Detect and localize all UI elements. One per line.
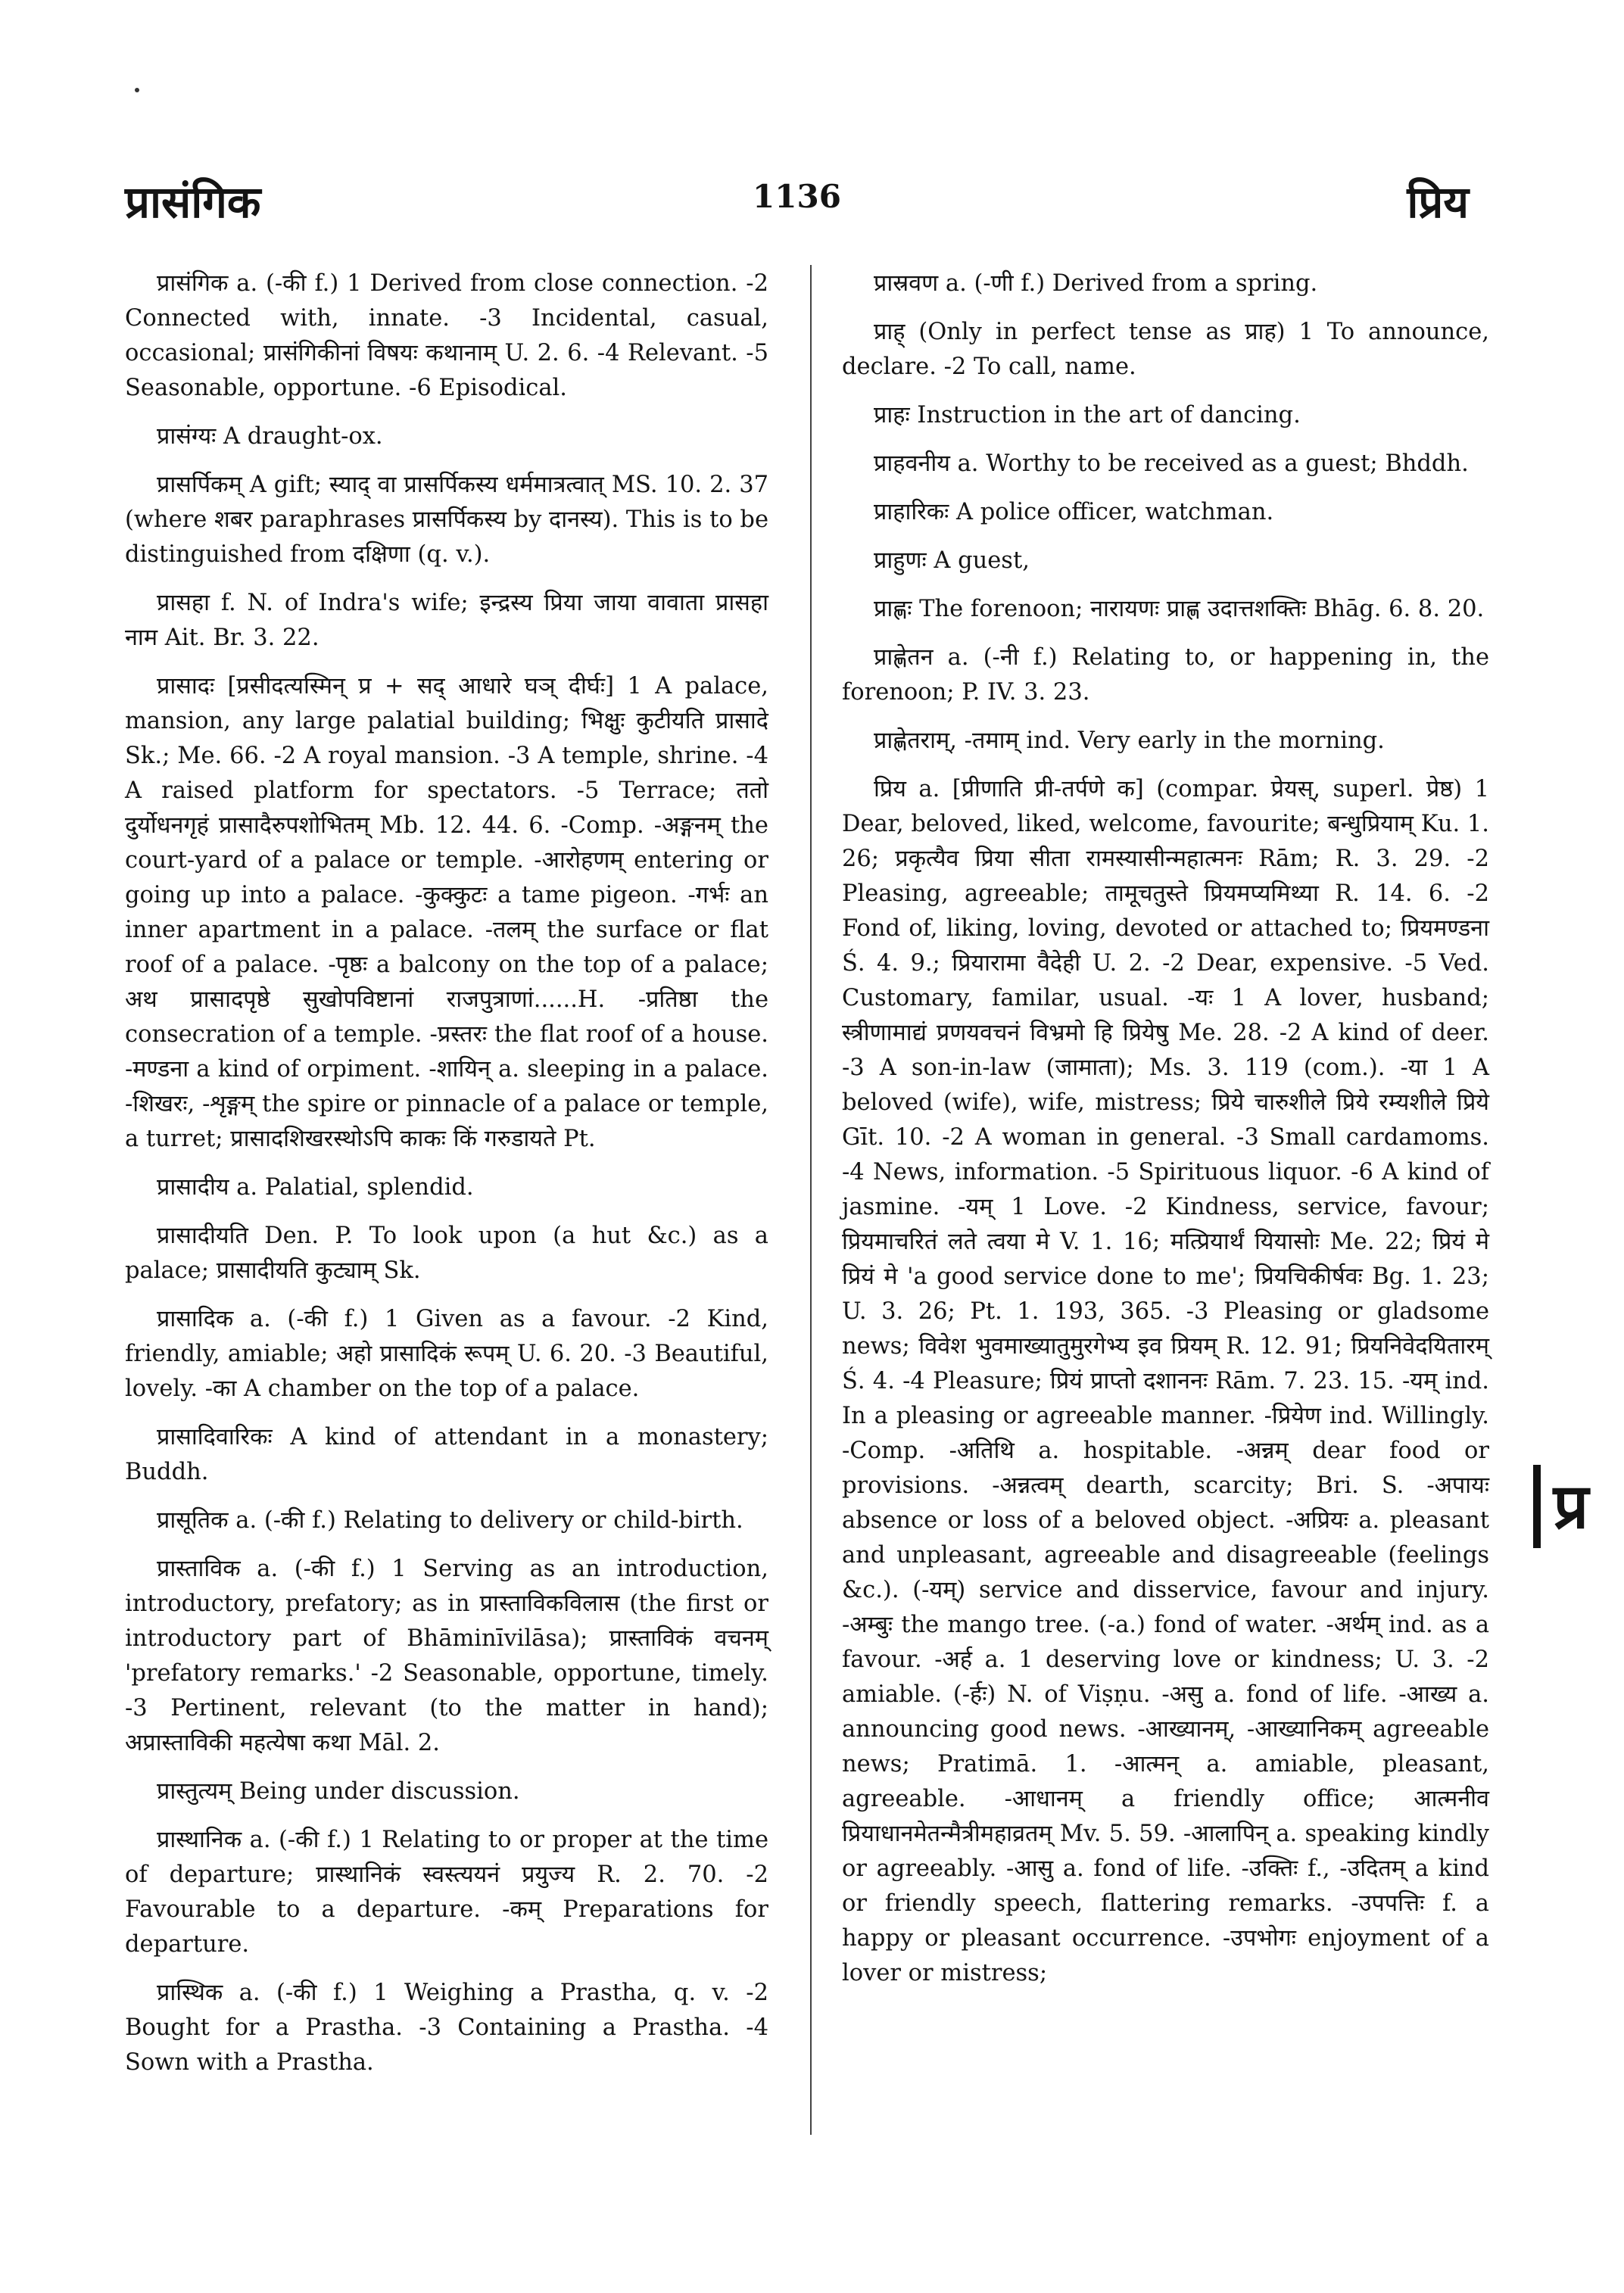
entry: प्रास्तुत्यम् Being under discussion. [157,1778,520,1805]
entry: प्रासादीय a. Palatial, splendid. [157,1174,474,1201]
running-header [125,170,1469,231]
entry: प्रास्थानिक a. (-की f.) 1 Relating to or proper at the time of departure; प्रास्थानिकं स्वस्त्ययनं प्रयुज्य R. 2. 70. -2 Favourable to a departure. -कम् Preparations for departure. [125,1827,768,1958]
entry: प्रासंग्यः A draught-ox. [157,423,383,450]
entry: प्रासंगिक a. (-की f.) 1 Derived from close connection. -2 Connected with, innate. -3 Incidental, casual, occasional; प्रासंगिकीनां विषयः कथानाम् U. 2. 6. -4 Relevant. -5 Seasonable, opportune. -6 Episodical. [125,270,768,401]
entry: प्रास्रवण a. (-णी f.) Derived from a spring. [874,270,1318,297]
entry: प्राह्णेतराम्, -तमाम् ind. Very early in the morning. [874,727,1385,754]
entry: प्राहुणः A guest, [874,547,1030,574]
page-number: 1136 [753,178,841,215]
column-divider [810,265,812,2135]
entry: प्राह्णेतन a. (-नी f.) Relating to, or happening in, the forenoon; P. IV. 3. 23. [842,644,1489,706]
right-guide-word: प्रिय [1407,176,1469,228]
entry: प्रासादः [प्रसीदत्यस्मिन् प्र + सद् आधारे घञ् दीर्घः] 1 A palace, mansion, any large palatial building; भिक्षुः कुटीयति प्रासादे Sk.; Me. 66. -2 A royal mansion. -3 A temple, shrine. -4 A raised platform for spectators. -5 Terrace; ततो दुर्योधनगृहं प्रासादैरुपशोभितम् Mb. 12. 44. 6. -Comp. -अङ्गनम् the court-yard of a palace or temple. -आरोहणम् entering or going up into a palace. -कुक्कुटः a tame pigeon. -गर्भः an inner apartment in a palace. -तलम् the surface or flat roof of a palace. -पृष्ठः a balcony on the top of a palace; अथ प्रासादपृष्ठे सुखोपविष्टानां राजपुत्राणां......H. -प्रतिष्ठा the consecration of a temple. -प्रस्तरः the flat roof of a house. -मण्डना a kind of orpiment. -शायिन् a. sleeping in a palace. -शिखरः, -शृङ्गम् the spire or pinnacle of a palace or temple, a turret; प्रासादशिखरस्थोऽपि काकः किं गरुडायते Pt. [125,673,768,1152]
left-column [125,266,768,2094]
entry: प्रासादीयति Den. P. To look upon (a hut &c.) as a palace; प्रासादीयति कुट्याम् Sk. [125,1223,768,1284]
thumb-index-tab: प्र [1533,1465,1601,1548]
entry: प्रासर्पिकम् A gift; स्याद् वा प्रासर्पिकस्य धर्ममात्रत्वात् MS. 10. 2. 37 (where शबर paraphrases प्रासर्पिकस्य by दानस्य). This is to be distinguished from दक्षिणा (q. v.). [125,472,768,568]
entry: प्रास्ताविक a. (-की f.) 1 Serving as an introduction, introductory, prefatory; as in प्रास्ताविकविलास (the first or introductory part of Bhāminīvilāsa); प्रास्ताविकं वचनम् 'prefatory remarks.' -2 Seasonable, opportune, timely. -3 Pertinent, relevant (to the matter in hand); अप्रास्ताविकी महत्येषा कथा Māl. 2. [125,1556,768,1756]
right-column [842,266,1489,2005]
entry: प्राहारिकः A police officer, watchman. [874,499,1274,525]
entry: प्राह्णः The forenoon; नारायणः प्राह्ण उदात्तशक्तिः Bhāg. 6. 8. 20. [874,596,1485,622]
entry: प्रासादिक a. (-की f.) 1 Given as a favour. -2 Kind, friendly, amiable; अहो प्रासादिकं रूपम् U. 6. 20. -3 Beautiful, lovely. -का A chamber on the top of a palace. [125,1306,768,1402]
entry: प्राहः Instruction in the art of dancing. [874,402,1301,428]
left-guide-word: प्रासंगिक [125,176,261,228]
entry: प्रासूतिक a. (-की f.) Relating to delivery or child-birth. [157,1507,743,1534]
entry: प्राहवनीय a. Worthy to be received as a guest; Bhddh. [874,450,1469,477]
entry: प्रासहा f. N. of Indra's wife; इन्द्रस्य प्रिया जाया वावाता प्रासहा नाम Ait. Br. 3. 22. [125,590,768,651]
entry: प्रासादिवारिकः A kind of attendant in a monastery; Buddh. [125,1424,768,1485]
entry: प्रिय a. [प्रीणाति प्री-तर्पणे क] (compar. प्रेयस्, superl. प्रेष्ठ) 1 Dear, beloved, liked, welcome, favourite; बन्धुप्रियाम् Ku. 1. 26; प्रकृत्यैव प्रिया सीता रामस्यासीन्महात्मनः Rām; R. 3. 29. -2 Pleasing, agreeable; तामूचतुस्ते प्रियमप्यमिथ्या R. 14. 6. -2 Fond of, liking, loving, devoted or attached to; प्रियमण्डना Ś. 4. 9.; प्रियारामा वैदेही U. 2. -2 Dear, expensive. -5 Ved. Customary, familar, usual. -यः 1 A lover, husband; स्त्रीणामाद्यं प्रणयवचनं विभ्रमो हि प्रियेषु Me. 28. -2 A kind of deer. -3 A son-in-law (जामाता); Ms. 3. 119 (com.). -या 1 A beloved (wife), wife, mistress; प्रिये चारुशीले प्रिये रम्यशीले प्रिये Gīt. 10. -2 A woman in general. -3 Small cardamoms. -4 News, information. -5 Spirituous liquor. -6 A kind of jasmine. -यम् 1 Love. -2 Kindness, service, favour; प्रियमाचरितं लते त्वया मे V. 1. 16; मत्प्रियार्थं यियासोः Me. 22; प्रियं मे प्रियं मे 'a good service done to me'; प्रियचिकीर्षवः Bg. 1. 23; U. 3. 26; Pt. 1. 193, 365. -3 Pleasing or gladsome news; विवेश भुवमाख्यातुमुरगेभ्य इव प्रियम् R. 12. 91; प्रियनिवेदयितारम् Ś. 4. -4 Pleasure; प्रियं प्राप्तो दशाननः Rām. 7. 23. 15. -यम् ind. In a pleasing or agreeable manner. -प्रियेण ind. Willingly. -Comp. -अतिथि a. hospitable. -अन्नम् dear food or provisions. -अन्नत्वम् dearth, scarcity; Bri. S. -अपायः absence or loss of a beloved object. -अप्रियः a. pleasant and unpleasant, agreeable and disagreeable (feelings &c.). (-यम्) service and disservice, favour and injury. -अम्बुः the mango tree. (-a.) fond of water. -अर्थम् ind. as a favour. -अर्ह a. 1 deserving love or kindness; U. 3. -2 amiable. (-र्हः) N. of Viṣṇu. -असु a. fond of life. -आख्य a. announcing good news. -आख्यानम्, -आख्यानिकम् agreeable news; Pratimā. 1. -आत्मन् a. amiable, pleasant, agreeable. -आधानम् a friendly office; आत्मनीव प्रियाधानमेतन्मैत्रीमहाव्रतम् Mv. 5. 59. -आलापिन् a. speaking kindly or agreeably. -आसु a. fond of life. -उक्तिः f., -उदितम् a kind or friendly speech, flattering remarks. -उपपत्तिः f. a happy or pleasant occurrence. -उपभोगः enjoyment of a lover or mistress; [842,776,1489,1986]
entry: प्रास्थिक a. (-की f.) 1 Weighing a Prastha, q. v. -2 Bought for a Prastha. -3 Containing a Prastha. -4 Sown with a Prastha. [125,1980,768,2076]
stray-mark [135,88,139,92]
entry: प्राह् (Only in perfect tense as प्राह) 1 To announce, declare. -2 To call, name. [842,319,1489,380]
